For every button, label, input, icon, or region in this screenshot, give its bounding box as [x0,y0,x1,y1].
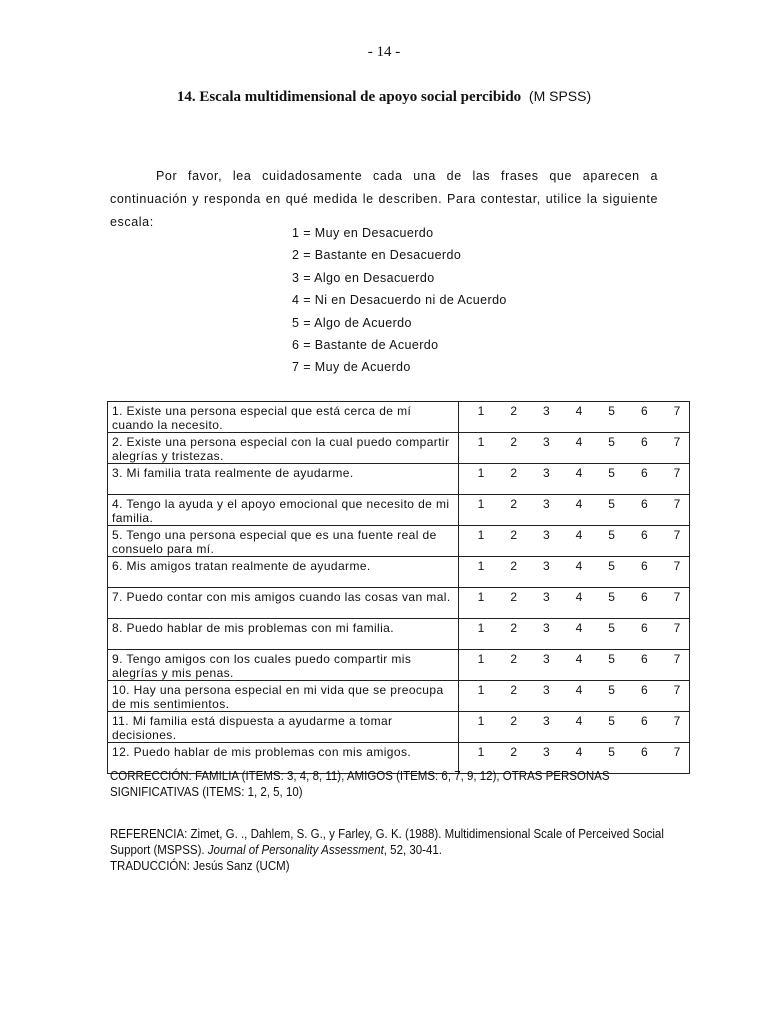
rating-option[interactable]: 4 [575,745,583,759]
item-text: 4. Tengo la ayuda y el apoyo emocional que necesito de mi familia. [108,495,459,526]
rating-option[interactable]: 6 [640,621,648,635]
item-options [459,619,690,650]
rating-option[interactable]: 4 [575,466,583,480]
rating-option[interactable]: 5 [608,714,615,728]
rating-option[interactable]: 6 [640,404,648,418]
item-row [108,557,690,588]
rating-option[interactable]: 3 [542,466,550,480]
rating-option[interactable]: 3 [542,435,550,449]
rating-option[interactable]: 7 [673,559,681,573]
rating-option[interactable]: 2 [510,404,517,418]
rating-option[interactable]: 4 [575,652,583,666]
rating-option[interactable]: 7 [673,590,681,604]
rating-option[interactable]: 3 [542,590,550,604]
item-text: 12. Puedo hablar de mis problemas con mis amigos. [108,743,459,774]
rating-option[interactable]: 5 [608,652,615,666]
rating-option[interactable]: 7 [673,466,681,480]
rating-option[interactable]: 5 [608,435,615,449]
item-row [108,681,690,712]
rating-option[interactable]: 3 [542,745,550,759]
scale-option: 3 = Algo en Desacuerdo [292,270,435,285]
rating-option[interactable]: 7 [673,435,681,449]
item-text: 8. Puedo hablar de mis problemas con mi familia. [108,619,459,650]
rating-option[interactable]: 5 [608,559,615,573]
item-options [459,712,690,743]
rating-option[interactable]: 5 [608,528,615,542]
items-table [107,401,690,774]
item-text: 5. Tengo una persona especial que es una fuente real de consuelo para mí. [108,526,459,557]
rating-option[interactable]: 5 [608,404,615,418]
rating-option[interactable]: 7 [673,683,681,697]
item-text: 9. Tengo amigos con los cuales puedo compartir mis alegrías y mis penas. [108,650,459,681]
item-row [108,619,690,650]
rating-option[interactable]: 6 [640,714,648,728]
item-row [108,402,690,433]
item-options [459,588,690,619]
rating-option[interactable]: 2 [510,528,517,542]
item-options [459,650,690,681]
rating-option[interactable]: 6 [640,466,648,480]
rating-option[interactable]: 7 [673,404,681,418]
rating-option[interactable]: 5 [608,745,615,759]
reference-suffix: , 52, 30-41. [383,843,442,857]
rating-option[interactable]: 1 [477,435,485,449]
rating-option[interactable]: 7 [673,652,681,666]
document-title [0,88,768,106]
scale-option: 1 = Muy en Desacuerdo [292,226,434,240]
item-options [459,402,690,433]
rating-option[interactable]: 5 [608,683,615,697]
rating-option[interactable]: 1 [477,559,485,573]
rating-option[interactable]: 1 [477,745,485,759]
rating-option[interactable]: 4 [575,590,583,604]
rating-option[interactable]: 6 [640,683,648,697]
reference-journal: Journal of Personality Assessment [207,843,384,857]
item-row [108,495,690,526]
rating-option[interactable]: 6 [640,528,648,542]
item-options [459,464,690,495]
rating-option[interactable]: 3 [542,528,550,542]
item-text: 6. Mis amigos tratan realmente de ayudarme. [108,557,459,588]
reference-note [110,826,669,874]
rating-option[interactable]: 7 [673,621,681,635]
rating-option[interactable]: 1 [477,466,485,480]
item-options [459,433,690,464]
item-options [459,557,690,588]
rating-option[interactable]: 6 [640,559,648,573]
title-abbreviation: (M SPSS) [528,88,592,104]
rating-option[interactable]: 5 [608,497,615,511]
rating-option[interactable]: 5 [608,466,615,480]
rating-option[interactable]: 4 [575,714,583,728]
rating-option[interactable]: 2 [510,435,517,449]
rating-option[interactable]: 2 [510,621,517,635]
rating-option[interactable]: 4 [575,497,583,511]
rating-option[interactable]: 3 [542,714,550,728]
item-row [108,712,690,743]
rating-option[interactable]: 1 [477,497,485,511]
rating-option[interactable]: 6 [640,497,648,511]
rating-option[interactable]: 3 [542,404,550,418]
rating-option[interactable]: 7 [673,714,681,728]
rating-option[interactable]: 1 [477,683,485,697]
rating-option[interactable]: 2 [510,683,517,697]
scale-option: 6 = Bastante de Acuerdo [292,337,439,352]
item-row [108,650,690,681]
item-row [108,464,690,495]
rating-option[interactable]: 6 [640,652,648,666]
item-text: 2. Existe una persona especial con la cual puedo compartir alegrías y tristezas. [108,433,459,464]
item-text: 10. Hay una persona especial en mi vida que se preocupa de mis sentimientos. [108,681,459,712]
title-main: 14. Escala multidimensional de apoyo social percibido [176,89,522,105]
rating-option[interactable]: 1 [477,590,485,604]
rating-option[interactable]: 1 [477,404,485,418]
rating-option[interactable]: 2 [510,466,517,480]
rating-option[interactable]: 2 [510,652,517,666]
page-number: - 14 - [367,44,401,60]
item-row [108,433,690,464]
rating-option[interactable]: 1 [477,652,485,666]
rating-option[interactable]: 7 [673,497,681,511]
rating-option[interactable]: 1 [477,714,485,728]
item-row [108,526,690,557]
scale-option: 2 = Bastante en Desacuerdo [292,248,462,263]
rating-option[interactable]: 4 [575,528,583,542]
rating-option[interactable]: 5 [608,590,615,604]
translation-credit: TRADUCCIÓN: Jesús Sanz (UCM) [110,859,290,873]
item-options [459,526,690,557]
rating-option[interactable]: 3 [542,652,550,666]
rating-option[interactable]: 6 [640,745,648,759]
rating-option[interactable]: 7 [673,745,681,759]
item-options [459,495,690,526]
scale-option: 7 = Muy de Acuerdo [292,360,411,375]
rating-option[interactable]: 4 [575,559,583,573]
rating-option[interactable]: 2 [510,497,517,511]
item-text: 7. Puedo contar con mis amigos cuando las cosas van mal. [108,588,459,619]
item-text: 3. Mi familia trata realmente de ayudarme. [108,464,459,495]
rating-option[interactable]: 4 [575,683,583,697]
rating-option[interactable]: 6 [640,590,648,604]
rating-option[interactable]: 2 [510,590,517,604]
rating-option[interactable]: 2 [510,714,517,728]
item-row [108,588,690,619]
instructions-text: Por favor, lea cuidadosamente cada una de las frases que aparecen a continuación y responda en qué medida le describen. Para contestar, utilice la siguiente escala: [110,168,658,229]
rating-option[interactable]: 1 [477,621,485,635]
scale-option: 4 = Ni en Desacuerdo ni de Acuerdo [292,293,507,308]
response-scale [292,222,507,379]
rating-option[interactable]: 7 [673,528,681,542]
rating-option[interactable]: 4 [575,404,583,418]
item-text: 1. Existe una persona especial que está cerca de mí cuando la necesito. [108,402,459,433]
rating-option[interactable]: 3 [542,559,550,573]
rating-option[interactable]: 4 [575,621,583,635]
item-options [459,681,690,712]
reference-prefix: REFERENCIA: Zimet, G. ., Dahlem, S. G., y Farley, G. K. (1988). Multidimensional Scale of Perceived Social Support (MSPSS). [110,827,664,857]
rating-option[interactable]: 4 [575,435,583,449]
item-text: 11. Mi familia está dispuesta a ayudarme a tomar decisiones. [108,712,459,743]
scale-option: 5 = Algo de Acuerdo [292,315,412,330]
rating-option[interactable]: 2 [510,745,517,759]
rating-option[interactable]: 3 [542,621,550,635]
rating-option[interactable]: 1 [477,528,485,542]
rating-option[interactable]: 3 [542,683,550,697]
rating-option[interactable]: 2 [510,559,517,573]
rating-option[interactable]: 6 [640,435,648,449]
rating-option[interactable]: 5 [608,621,615,635]
scoring-note: CORRECCIÓN: FAMILIA (ITEMS: 3, 4, 8, 11), AMIGOS (ITEMS: 6, 7, 9, 12), OTRAS PERSONAS SIGNIFICATIVAS (ITEMS: 1, 2, 5, 10) [110,769,610,799]
rating-option[interactable]: 3 [542,497,550,511]
